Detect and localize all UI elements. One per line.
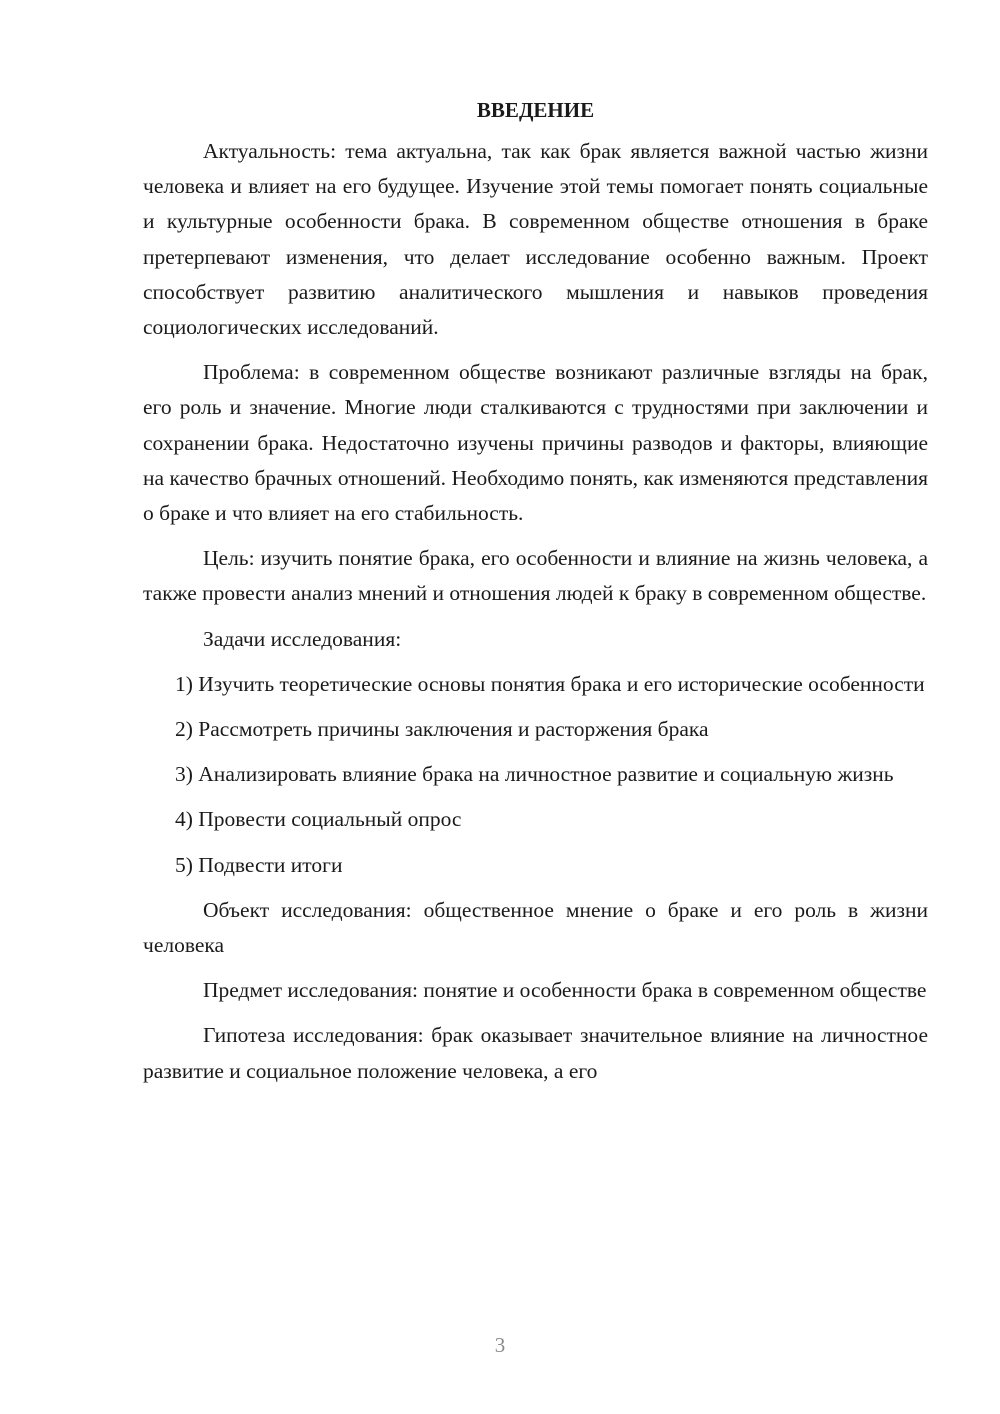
tasks-heading: Задачи исследования: [203, 626, 402, 651]
paragraph-subject: Предмет исследования: понятие и особенности брака в современном обществе [203, 978, 927, 1003]
task-item: 3) Анализировать влияние брака на личностное развитие и социальную жизнь [175, 762, 894, 787]
paragraph-problem: Проблема: в современном обществе возникают различные взгляды на брак, его роль и значение. Многие люди сталкиваются с трудностями при заключении и сохранении брака. Недостаточно изучены причины разводов и факторы, влияющие на качество брачных отношений. Необходимо понять, как изменяются представления о браке и что влияет на его стабильность. [143, 360, 928, 526]
task-item: 2) Рассмотреть причины заключения и расторжения брака [175, 717, 709, 742]
task-item: 4) Провести социальный опрос [175, 807, 462, 832]
paragraph-goal: Цель: изучить понятие брака, его особенности и влияние на жизнь человека, а также провести анализ мнений и отношения людей к браку в современном обществе. [143, 546, 928, 606]
task-item: 5) Подвести итоги [175, 852, 343, 877]
page-number: 3 [494, 1333, 506, 1357]
document-page [143, 92, 928, 1099]
page-title: ВВЕДЕНИЕ [476, 98, 595, 122]
task-item: 1) Изучить теоретические основы понятия брака и его исторические особенности [175, 671, 925, 696]
paragraph-hypothesis: Гипотеза исследования: брак оказывает значительное влияние на личностное развитие и социальное положение человека, а его [143, 1023, 928, 1083]
paragraph-relevance: Актуальность: тема актуальна, так как брак является важной частью жизни человека и влияет на его будущее. Изучение этой темы помогает понять социальные и культурные особенности брака. В современном обществе отношения в браке претерпевают изменения, что делает исследование особенно важным. Проект способствует развитию аналитического мышления и навыков проведения социологических исследований. [143, 139, 928, 340]
paragraph-object: Объект исследования: общественное мнение о браке и его роль в жизни человека [143, 897, 928, 958]
